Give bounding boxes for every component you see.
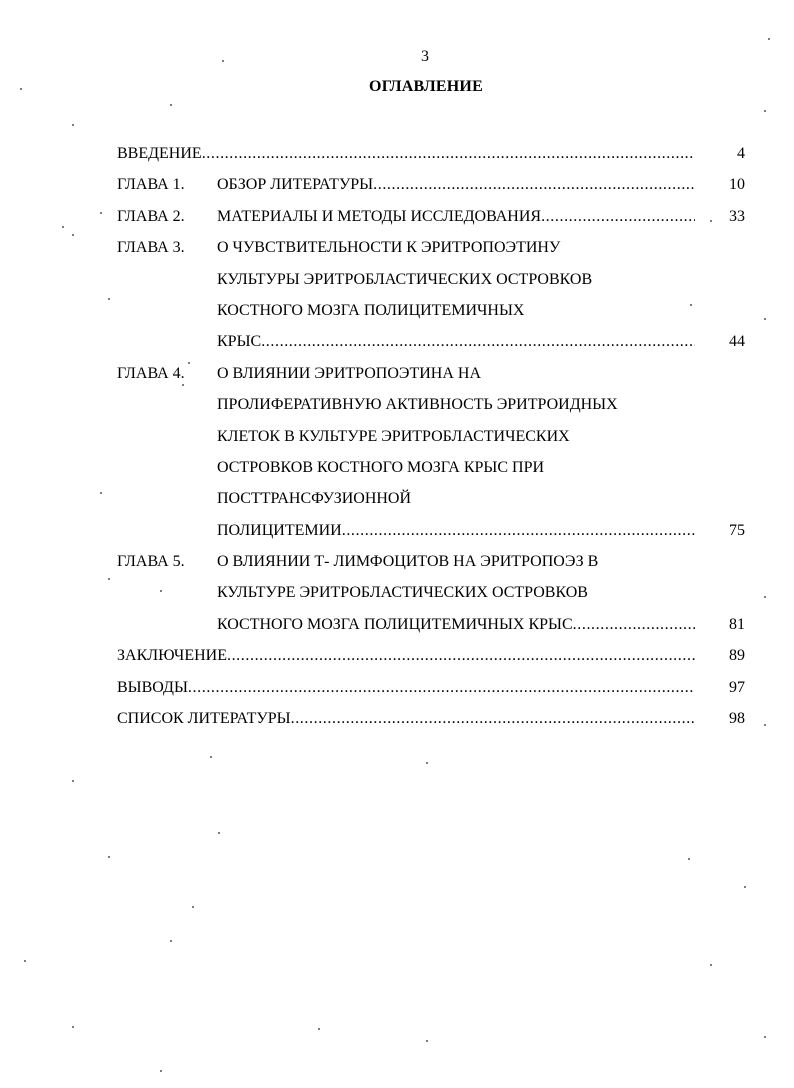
dot-leader	[541, 201, 695, 232]
toc-entry-chapter-5	[117, 546, 745, 640]
dot-leader	[573, 609, 695, 640]
entry-page: 98	[729, 710, 745, 728]
entry-page: 97	[729, 678, 745, 696]
page-number: 3	[421, 48, 429, 65]
toc-entry-findings	[117, 672, 745, 703]
entry-title-line: О ВЛИЯНИИ ЭРИТРОПОЭТИНА НА	[217, 364, 482, 382]
toc-title: ОГЛАВЛЕНИЕ	[369, 78, 483, 95]
entry-title: МАТЕРИАЛЫ И МЕТОДЫ ИССЛЕДОВАНИЯ	[217, 207, 542, 225]
entry-page: 89	[729, 647, 745, 665]
entry-page: 44	[729, 333, 745, 351]
entry-title-line: О ЧУВСТВИТЕЛЬНОСТИ К ЭРИТРОПОЭТИНУ	[217, 239, 561, 257]
dot-leader	[202, 138, 695, 169]
chapter-label: ГЛАВА 2.	[117, 207, 185, 225]
entry-title: СПИСОК ЛИТЕРАТУРЫ	[117, 710, 291, 728]
toc-entry-references	[117, 703, 745, 734]
entry-page: 75	[729, 521, 745, 539]
dot-leader	[291, 703, 695, 734]
entry-title: ОБЗОР ЛИТЕРАТУРЫ	[217, 176, 374, 194]
dot-leader	[373, 169, 695, 200]
entry-title-line: ОСТРОВКОВ КОСТНОГО МОЗГА КРЫС ПРИ	[217, 458, 545, 476]
toc-entry-chapter-4	[117, 358, 745, 546]
chapter-label: ГЛАВА 4.	[117, 364, 185, 382]
entry-page: 81	[729, 615, 745, 633]
entry-title-line: ПОЛИЦИТЕМИИ	[217, 521, 342, 539]
toc-entry-introduction	[117, 138, 745, 169]
entry-title-line: ПОСТТРАНСФУЗИОННОЙ	[217, 490, 412, 508]
entry-page: 4	[737, 145, 745, 162]
chapter-label: ГЛАВА 5.	[117, 553, 185, 571]
entry-title-line: КУЛЬТУРЫ ЭРИТРОБЛАСТИЧЕСКИХ ОСТРОВКОВ	[217, 270, 593, 288]
entry-page: 10	[729, 176, 745, 194]
toc-entry-conclusion	[117, 640, 745, 671]
entry-title-line: КОСТНОГО МОЗГА ПОЛИЦИТЕМИЧНЫХ	[217, 301, 525, 319]
dot-leader	[342, 515, 695, 546]
chapter-label: ГЛАВА 1.	[117, 176, 185, 194]
dot-leader	[261, 326, 695, 357]
dot-leader	[188, 672, 695, 703]
entry-title: ВВЕДЕНИЕ	[117, 145, 202, 162]
entry-title: ВЫВОДЫ	[117, 678, 188, 696]
chapter-label: ГЛАВА 3.	[117, 239, 185, 257]
table-of-contents	[117, 138, 745, 734]
entry-title-line: О ВЛИЯНИИ Т- ЛИМФОЦИТОВ НА ЭРИТРОПОЭЗ В	[217, 553, 599, 571]
toc-entry-chapter-1	[117, 169, 745, 200]
dot-leader	[227, 640, 695, 671]
toc-entry-chapter-3	[117, 232, 745, 358]
toc-entry-chapter-2	[117, 201, 745, 232]
entry-title-line: КЛЕТОК В КУЛЬТУРЕ ЭРИТРОБЛАСТИЧЕСКИХ	[217, 427, 570, 445]
entry-title-line: КУЛЬТУРЕ ЭРИТРОБЛАСТИЧЕСКИХ ОСТРОВКОВ	[217, 584, 588, 602]
entry-title: ЗАКЛЮЧЕНИЕ	[117, 647, 227, 665]
entry-title-line: КРЫС	[217, 333, 262, 351]
entry-title-line: КОСТНОГО МОЗГА ПОЛИЦИТЕМИЧНЫХ КРЫС	[217, 615, 573, 633]
entry-title-line: ПРОЛИФЕРАТИВНУЮ АКТИВНОСТЬ ЭРИТРОИДНЫХ	[217, 396, 618, 414]
entry-page: 33	[729, 207, 745, 225]
